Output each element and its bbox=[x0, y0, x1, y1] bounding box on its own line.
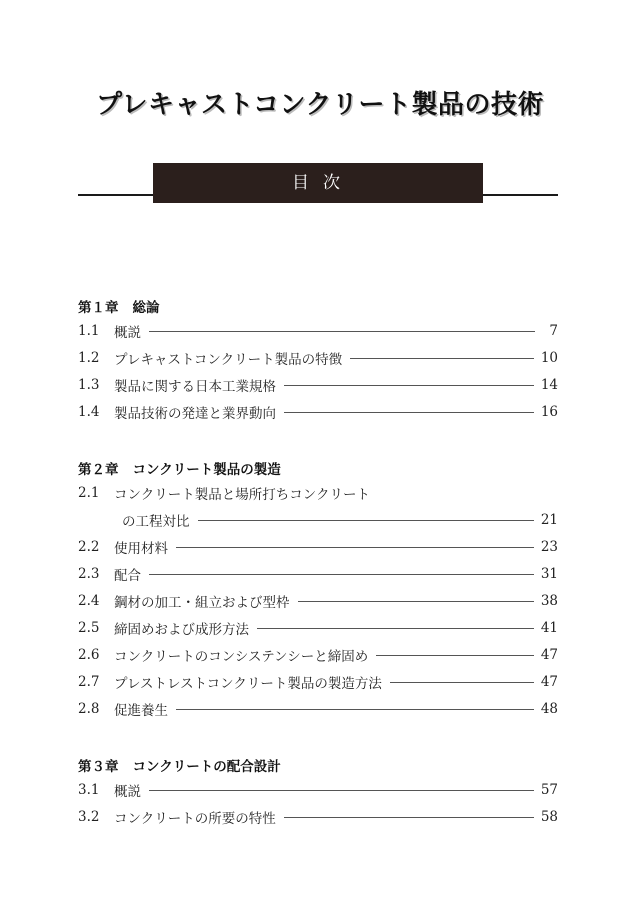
section-title: プレキャストコンクリート製品の特徴 bbox=[114, 352, 343, 368]
section-title: 概説 bbox=[114, 784, 141, 800]
section-title: 配合 bbox=[114, 568, 141, 584]
section-number: 1.4 bbox=[78, 404, 100, 420]
dot-leader bbox=[284, 412, 534, 413]
toc-entry[interactable] bbox=[78, 671, 558, 693]
toc-entry[interactable] bbox=[78, 779, 558, 801]
chapter-heading bbox=[78, 458, 281, 478]
section-number: 2.4 bbox=[78, 593, 100, 609]
toc-entry[interactable] bbox=[78, 563, 558, 585]
toc-entry[interactable] bbox=[78, 374, 558, 396]
page-number: 48 bbox=[540, 701, 558, 717]
toc-heading: 目次 bbox=[153, 163, 483, 203]
section-number: 3.2 bbox=[78, 809, 100, 825]
page-number: 23 bbox=[540, 539, 558, 555]
section-title: プレストレストコンクリート製品の製造方法 bbox=[114, 676, 382, 692]
page-number: 31 bbox=[540, 566, 558, 582]
section-title: 使用材料 bbox=[114, 541, 168, 557]
page-number: 14 bbox=[540, 377, 558, 393]
toc-entry[interactable] bbox=[78, 536, 558, 558]
chapter-number: 第１章 bbox=[78, 300, 119, 316]
section-number: 2.6 bbox=[78, 647, 100, 663]
page-number: 16 bbox=[540, 404, 558, 420]
dot-leader bbox=[284, 817, 534, 818]
dot-leader bbox=[149, 331, 535, 332]
toc-entry[interactable] bbox=[78, 644, 558, 666]
page-number: 41 bbox=[540, 620, 558, 636]
section-number: 2.7 bbox=[78, 674, 100, 690]
dot-leader bbox=[149, 574, 534, 575]
section-number: 2.2 bbox=[78, 539, 100, 555]
dot-leader bbox=[176, 547, 534, 548]
dot-leader bbox=[298, 601, 534, 602]
page-number: 21 bbox=[540, 512, 558, 528]
section-number: 2.3 bbox=[78, 566, 100, 582]
section-title: 鋼材の加工・組立および型枠 bbox=[114, 595, 290, 611]
section-title: 概説 bbox=[114, 325, 141, 341]
chapter-number: 第２章 bbox=[78, 462, 119, 478]
section-title-continuation: の工程対比 bbox=[122, 514, 190, 530]
section-title: 製品技術の発達と業界動向 bbox=[114, 406, 276, 422]
toc-entry[interactable] bbox=[78, 617, 558, 639]
dot-leader bbox=[149, 790, 534, 791]
page-number: 58 bbox=[540, 809, 558, 825]
section-title: コンクリートのコンシステンシーと締固め bbox=[114, 649, 369, 665]
page-number: 57 bbox=[540, 782, 558, 798]
section-title: コンクリートの所要の特性 bbox=[114, 811, 276, 827]
chapter-heading bbox=[78, 755, 281, 775]
dot-leader bbox=[376, 655, 534, 656]
section-title: 締固めおよび成形方法 bbox=[114, 622, 249, 638]
section-number: 1.3 bbox=[78, 377, 100, 393]
page-number: 10 bbox=[540, 350, 558, 366]
section-number: 1.2 bbox=[78, 350, 100, 366]
chapter-heading bbox=[78, 296, 160, 316]
section-title: 製品に関する日本工業規格 bbox=[114, 379, 276, 395]
dot-leader bbox=[198, 520, 534, 521]
page-number: 47 bbox=[540, 674, 558, 690]
section-title: 促進養生 bbox=[114, 703, 168, 719]
toc-entry[interactable] bbox=[78, 482, 558, 504]
chapter-title: コンクリート製品の製造 bbox=[132, 462, 281, 478]
dot-leader bbox=[284, 385, 534, 386]
dot-leader bbox=[176, 709, 534, 710]
toc-entry[interactable] bbox=[78, 806, 558, 828]
dot-leader bbox=[350, 358, 534, 359]
page-number: 47 bbox=[540, 647, 558, 663]
chapter-title: 総論 bbox=[132, 300, 160, 316]
book-title: プレキャストコンクリート製品の技術 bbox=[96, 90, 544, 120]
toc-entry[interactable] bbox=[78, 401, 558, 423]
chapter-title: コンクリートの配合設計 bbox=[132, 759, 281, 775]
section-number: 2.1 bbox=[78, 485, 100, 501]
section-number: 2.8 bbox=[78, 701, 100, 717]
page-number: 38 bbox=[540, 593, 558, 609]
dot-leader bbox=[390, 682, 534, 683]
toc-entry[interactable] bbox=[78, 698, 558, 720]
toc-entry[interactable] bbox=[78, 347, 558, 369]
dot-leader bbox=[257, 628, 534, 629]
section-number: 2.5 bbox=[78, 620, 100, 636]
section-title: コンクリート製品と場所打ちコンクリート bbox=[114, 487, 370, 503]
toc-entry-continuation[interactable] bbox=[78, 509, 558, 531]
toc-entry[interactable] bbox=[78, 320, 558, 342]
chapter-number: 第３章 bbox=[78, 759, 119, 775]
section-number: 3.1 bbox=[78, 782, 100, 798]
section-number: 1.1 bbox=[78, 323, 100, 339]
toc-entry[interactable] bbox=[78, 590, 558, 612]
page-number: 7 bbox=[549, 323, 558, 339]
